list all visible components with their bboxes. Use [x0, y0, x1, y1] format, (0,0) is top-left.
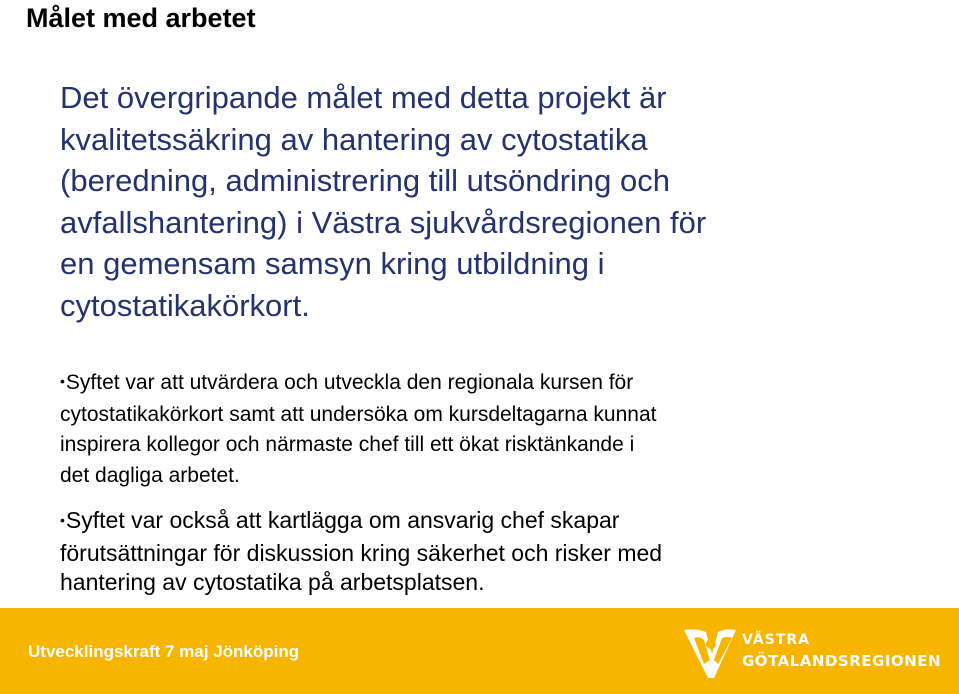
- bullet-item-mapping: [60, 506, 940, 598]
- intro-line: avfallshantering) i Västra sjukvårdsregionen för: [60, 204, 707, 240]
- bullet-line-text: Syftet var också att kartlägga om ansvarig chef skapar: [65, 507, 620, 533]
- slide-title: Målet med arbetet: [26, 3, 256, 33]
- bullet-line: cytostatikakörkort samt att undersöka om kursdeltagarna kunnat: [60, 402, 657, 426]
- bullet-dot-icon: •: [60, 512, 65, 528]
- logo-text-vastra: VÄSTRA: [742, 632, 810, 648]
- bullet-item-purpose: [60, 368, 940, 491]
- intro-line: en gemensam samsyn kring utbildning i: [60, 246, 605, 281]
- intro-line: kvalitetssäkring av hantering av cytostatika: [60, 121, 648, 157]
- vgr-logo-mark-icon: [682, 624, 738, 682]
- bullet-line-text: Syftet var att utvärdera och utveckla den regionala kursen för: [65, 371, 634, 394]
- bullet-line: förutsättningar för diskussion kring säkerhet och risker med: [60, 539, 663, 566]
- bullet-line: [60, 368, 940, 400]
- bullet-line: hantering av cytostatika på arbetsplatsen.: [60, 569, 485, 595]
- bullet-line: [60, 506, 940, 539]
- logo-text-gotalandsregionen: GÖTALANDSREGIONEN: [742, 652, 942, 670]
- intro-line: cytostatikakörkort.: [60, 287, 310, 323]
- footer-event-text: Utvecklingskraft 7 maj Jönköping: [28, 642, 300, 661]
- intro-line: (beredning, administrering till utsöndring och: [60, 163, 670, 198]
- bullet-line: inspirera kollegor och närmaste chef till ett ökat risktänkande i: [60, 433, 635, 456]
- vgr-logo: [682, 622, 944, 684]
- intro-paragraph: [60, 77, 940, 326]
- bullet-line: det dagliga arbetet.: [60, 463, 240, 487]
- bullet-dot-icon: •: [60, 373, 65, 389]
- bullet-list: [60, 368, 940, 598]
- intro-line: Det övergripande målet med detta projekt är: [60, 80, 667, 115]
